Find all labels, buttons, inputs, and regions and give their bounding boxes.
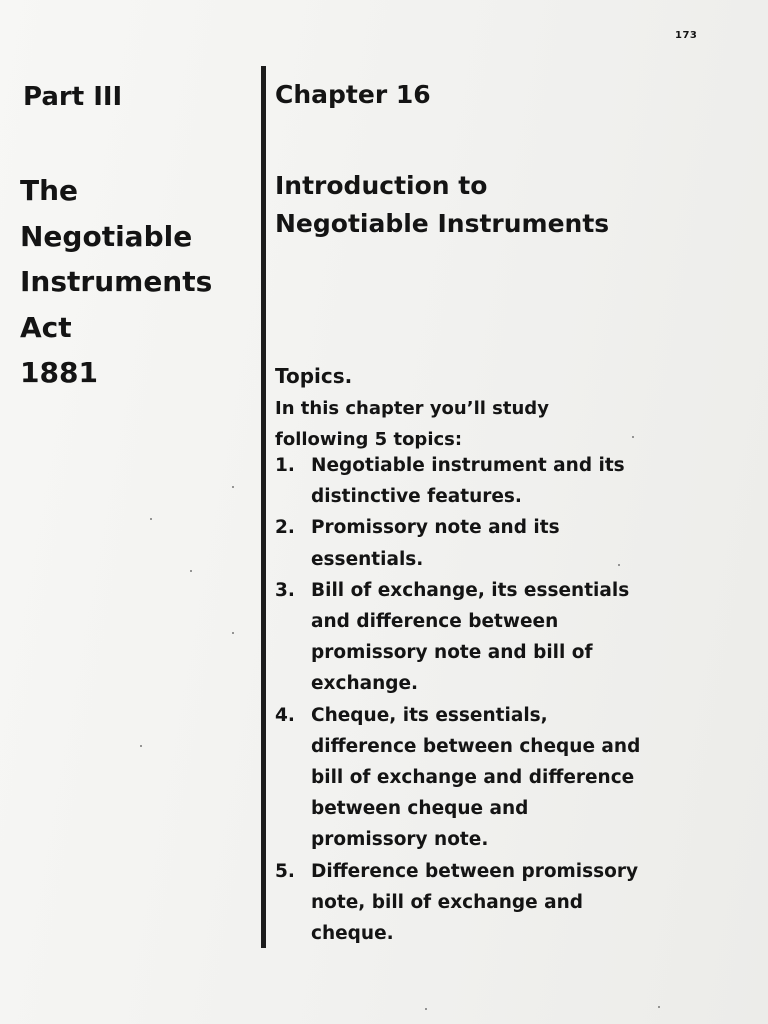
scan-speck — [232, 486, 234, 488]
topic-line: Difference between promissory — [311, 860, 639, 882]
page-number: 173 — [675, 30, 698, 41]
scan-speck — [618, 564, 620, 566]
scan-speck — [425, 1008, 427, 1010]
topic-number: 4. — [275, 704, 295, 726]
topic-line: exchange. — [311, 673, 419, 695]
topic-item — [275, 700, 725, 856]
topic-line: Bill of exchange, its essentials — [311, 579, 630, 601]
topic-line: and difference between — [311, 611, 559, 633]
topic-list — [275, 450, 725, 949]
topic-line: Cheque, its essentials, — [311, 704, 548, 726]
scan-speck — [190, 570, 192, 572]
act-title — [20, 168, 212, 396]
act-title-line: Act — [20, 310, 72, 344]
topic-line: Negotiable instrument and its — [311, 455, 625, 476]
topic-line: note, bill of exchange and — [311, 891, 584, 913]
topic-line: promissory note and bill of — [311, 642, 593, 664]
intro-line: following 5 topics: — [275, 429, 463, 450]
topic-line: promissory note. — [311, 829, 489, 851]
topic-number: 3. — [275, 579, 295, 601]
topic-number: 2. — [275, 517, 295, 539]
act-title-line: 1881 — [20, 356, 98, 389]
topic-line: essentials. — [311, 548, 424, 570]
topic-text — [311, 512, 725, 574]
topic-number: 5. — [275, 860, 295, 882]
topic-item — [275, 512, 725, 574]
topic-line: difference between cheque and — [311, 735, 641, 757]
topic-line: distinctive features. — [311, 486, 522, 508]
topic-item — [275, 450, 725, 512]
chapter-title — [275, 167, 609, 243]
scan-speck — [632, 436, 634, 438]
scan-speck — [658, 1006, 660, 1008]
part-label: Part III — [23, 82, 123, 112]
topic-text — [311, 575, 725, 700]
topic-text — [311, 856, 725, 950]
topics-heading: Topics. — [275, 364, 353, 388]
scan-speck — [140, 745, 142, 747]
topic-item — [275, 575, 725, 700]
act-title-line: Negotiable — [20, 219, 193, 253]
column-divider — [261, 66, 266, 948]
scan-speck — [232, 632, 234, 634]
scan-speck — [150, 518, 152, 520]
topic-line: bill of exchange and difference — [311, 767, 635, 789]
topic-number: 1. — [275, 455, 295, 476]
topic-line: Promissory note and its — [311, 517, 560, 539]
topic-text — [311, 450, 725, 512]
topic-item — [275, 856, 725, 950]
topics-intro — [275, 393, 549, 455]
chapter-number: Chapter 16 — [275, 80, 431, 109]
act-title-line: The — [20, 174, 79, 207]
intro-line: In this chapter you’ll study — [275, 398, 549, 419]
chapter-title-line: Introduction to — [275, 171, 488, 200]
topic-text — [311, 700, 725, 856]
chapter-title-line: Negotiable Instruments — [275, 209, 610, 238]
act-title-line: Instruments — [20, 265, 213, 298]
topic-line: between cheque and — [311, 798, 529, 820]
topic-line: cheque. — [311, 923, 394, 945]
